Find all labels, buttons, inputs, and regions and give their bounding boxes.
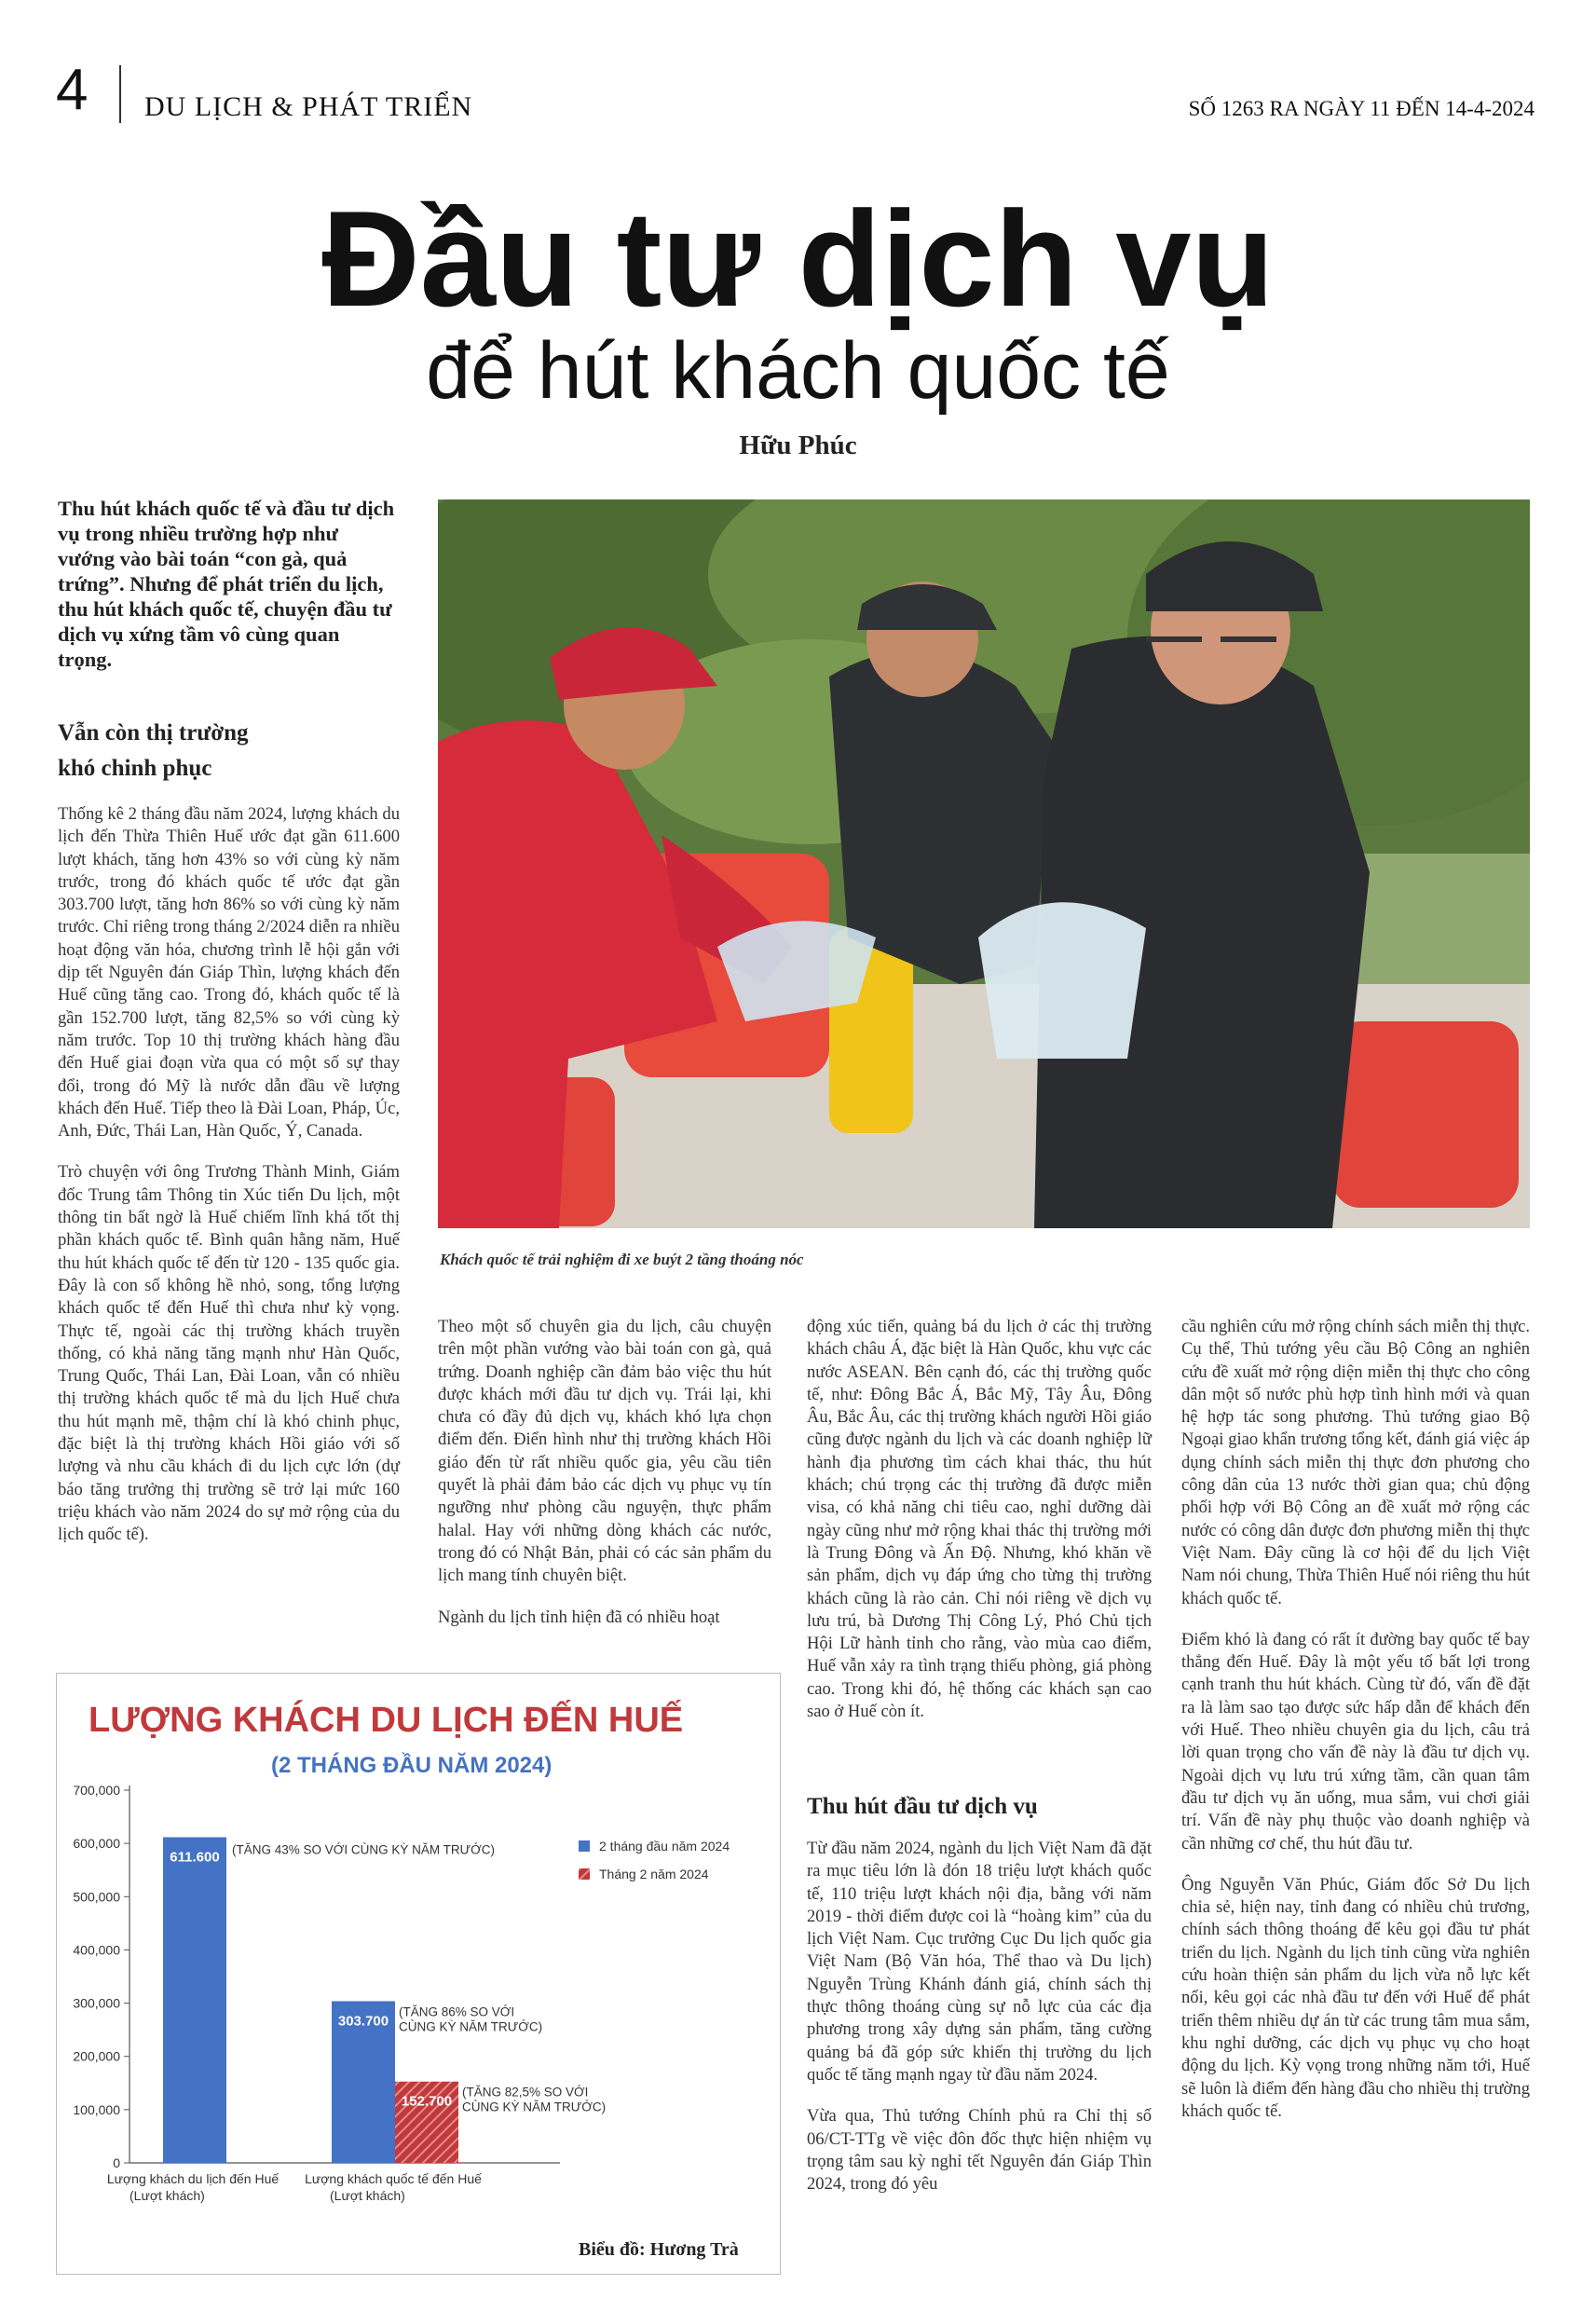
bar-annotation: CÙNG KỲ NĂM TRƯỚC)	[399, 2019, 543, 2034]
chart-source: Biểu đồ: Hương Trà	[579, 2239, 739, 2260]
bar-value-label: 152.700	[401, 2093, 453, 2110]
bar-annotation: CÙNG KỲ NĂM TRƯỚC)	[462, 2100, 607, 2114]
col2-paragraph-1: Theo một số chuyên gia du lịch, câu chuyện trên một phần vướng vào bài toán con gà, quả trứng. Doanh nghiệp cần đảm bảo việc thu hút được khách mới đầu tư dịch vụ. Trái lại, khi chưa có đầy đủ dịch vụ, khách khó lựa chọn điểm đến. Điển hình như thị trường khách Hồi giáo đến từ rất nhiều quốc gia, yêu cầu tiên quyết là phải đảm bảo các dịch vụ phục vụ tín ngưỡng như phòng cầu nguyện, thực phẩm halal. Hay với những dòng khách các nước, trong đó có Nhật Bản, phải có các sản phẩm du lịch mang tính chuyên biệt.	[438, 1317, 771, 1586]
category-label: (Lượt khách)	[130, 2188, 205, 2203]
category-label: (Lượt khách)	[330, 2188, 405, 2203]
col1-paragraph-1: Thống kê 2 tháng đầu năm 2024, lượng khách du lịch đến Thừa Thiên Huế ước đạt gần 611.600 lượt khách, tăng hơn 43% so với cùng kỳ năm trước, trong đó khách quốc tế ước đạt gần 303.700 lượt, tăng hơn 86% so với cùng kỳ năm trước. Chỉ riêng trong tháng 2/2024 diễn ra nhiều hoạt động văn hóa, chương trình lễ hội gắn với dịp tết Nguyên đán Giáp Thìn, lượng khách đến Huế cũng tăng cao. Trong đó, khách quốc tế là gần 152.700 lượt, tăng 82,5% so với cùng kỳ năm trước. Top 10 thị trường khách hàng đầu đến Huế giai đoạn vừa qua có một số sự thay đổi, trong đó Mỹ là nước dẫn đầu về lượng khách đến Huế. Tiếp theo là Đài Loan, Pháp, Úc, Anh, Đức, Thái Lan, Hàn Quốc, Ý, Canada.	[58, 804, 400, 1142]
y-tick-label: 700,000	[73, 1783, 120, 1798]
bar-annotation: (TĂNG 43% SO VỚI CÙNG KỲ NĂM TRƯỚC)	[232, 1842, 495, 1857]
col4-paragraph-2: Điểm khó là đang có rất ít đường bay quốc tế bay thẳng đến Huế. Đây là một yếu tố bất lợi trong cạnh tranh thu hút khách. Cùng từ đó, vấn đề đặt ra là làm sao tạo được sức hấp dẫn để khách đến với Huế. Theo nhiều chuyên gia du lịch, câu trả lời quan trọng cho vấn đề này là đầu tư dịch vụ. Ngoài dịch vụ lưu trú xứng tầm, cần quan tâm đầu tư dịch vụ ăn uống, mua sắm, vui chơi giải trí. Vấn đề này phụ thuộc vào doanh nghiệp và cần những cơ chế, thu hút đầu tư.	[1181, 1629, 1530, 1854]
headline-line-1: Đầu tư dịch vụ	[321, 183, 1275, 335]
col3-paragraph-3: Vừa qua, Thủ tướng Chính phủ ra Chỉ thị số 06/CT-TTg về việc đôn đốc thực hiện nhiệm vụ trọng tâm sau kỳ nghỉ tết Nguyên đán Giáp Thìn 2024, trong đó yêu	[807, 2106, 1152, 2195]
bar-annotation: (TĂNG 82,5% SO VỚI	[462, 2085, 589, 2100]
column-4	[1181, 1316, 1530, 2141]
bar-value-label: 303.700	[337, 2013, 389, 2030]
subhead-markets-line-2: khó chinh phục	[58, 756, 212, 781]
column-3	[807, 1316, 1152, 1742]
issue-info: SỐ 1263 RA NGÀY 11 ĐẾN 14-4-2024	[1188, 97, 1535, 120]
header-divider	[119, 65, 121, 123]
col1-paragraph-2: Trò chuyện với ông Trương Thành Minh, Giám đốc Trung tâm Thông tin Xúc tiến Du lịch, một thông tin bất ngờ là Huế chiếm lĩnh khá tốt thị phần khách quốc tế. Bình quân hằng năm, Huế thu hút khách quốc tế đến từ 120 - 135 quốc gia. Đây là con số không hề nhỏ, song, tổng lượng khách quốc tế đến Huế thì chưa như kỳ vọng. Thực tế, ngoài các thị trường khách truyền thống, có khả năng tăng mạnh như Hàn Quốc, Trung Quốc, Thái Lan, Đài Loan, vẫn có nhiều thị trường khách quốc tế mà du lịch Huế chưa thu hút mạnh mẽ, thậm chí là khó chinh phục, đặc biệt là thị trường khách Hồi giáo với số lượng và nhu cầu khách đi du lịch cực lớn (dự báo tăng trưởng thị trường sẽ trở lại mức 160 triệu khách vào năm 2024 do sự mở rộng của du lịch quốc tế).	[58, 1162, 400, 1545]
col3-paragraph-1: động xúc tiến, quảng bá du lịch ở các thị trường khách châu Á, đặc biệt là Hàn Quốc, khu vực các nước ASEAN. Bên cạnh đó, các thị trường quốc tế, như: Đông Bắc Á, Bắc Mỹ, Tây Âu, Đông Âu, Bắc Âu, các thị trường khách người Hồi giáo cũng được ngành du lịch và các doanh nghiệp lữ hành địa phương tìm cách khai thác, thu hút khách; chú trọng các thị trường đã được miễn visa, có khả năng chi tiêu cao, nghỉ dưỡng dài ngày cũng như mở rộng khai thác thị trường mới là Trung Đông và Ấn Độ. Nhưng, khó khăn về sản phẩm, dịch vụ đáp ứng cho từng thị trường khách cũng là rào cản. Chỉ nói riêng về dịch vụ lưu trú, bà Dương Thị Công Lý, Phó Chủ tịch Hội Lữ hành tỉnh cho rằng, vào mùa cao điểm, Huế vẫn xảy ra tình trạng thiếu phòng, giá phòng cao. Trong khi đó, hệ thống các khách sạn cao sao ở Huế còn ít.	[807, 1317, 1152, 1722]
bar-total-1	[163, 1838, 226, 2163]
subhead-markets	[58, 716, 398, 787]
col2-paragraph-2: Ngành du lịch tỉnh hiện đã có nhiều hoạt	[438, 1607, 720, 1627]
subhead-markets-line-1: Vẫn còn thị trường	[58, 720, 249, 746]
legend-label: 2 tháng đầu năm 2024	[599, 1839, 730, 1854]
photo-caption: Khách quốc tế trải nghiệm đi xe buýt 2 tầng thoáng nóc	[440, 1251, 804, 1268]
chart-subtitle: (2 THÁNG ĐẦU NĂM 2024)	[271, 1753, 552, 1778]
chart-svg	[57, 1674, 782, 2276]
y-tick-label: 200,000	[73, 2048, 120, 2064]
bar-annotation: (TĂNG 86% SO VỚI	[399, 2004, 515, 2019]
article-photo	[438, 499, 1530, 1228]
col4-paragraph-1: cầu nghiên cứu mở rộng chính sách miễn thị thực. Cụ thể, Thủ tướng yêu cầu Bộ Công an nghiên cứu đề xuất mở rộng diện miễn thị thực cho công dân một số nước phù hợp tình hình mới và quan hệ hợp tác song phương. Thủ tướng giao Bộ Ngoại giao khẩn trương tổng kết, đánh giá việc áp dụng chính sách miễn thị thực đơn phương cho công dân của 13 nước thời gian qua; chủ động phối hợp với Bộ Công an đề xuất mở rộng các nước có công dân được đơn phương miễn thị thực Việt Nam. Đây cũng là cơ hội để du lịch Việt Nam nói chung, Thừa Thiên Huế nói riêng thu hút khách quốc tế.	[1181, 1317, 1530, 1608]
y-tick-label: 100,000	[73, 2101, 120, 2117]
category-label: Lượng khách quốc tế đến Huế	[305, 2171, 482, 2186]
y-tick-label: 400,000	[73, 1942, 120, 1958]
legend-swatch	[579, 1868, 590, 1880]
y-tick-label: 0	[113, 2155, 120, 2170]
y-tick-label: 600,000	[73, 1836, 120, 1852]
lede-paragraph: Thu hút khách quốc tế và đầu tư dịch vụ trong nhiều trường hợp như vướng vào bài toán “con gà, quả trứng”. Nhưng để phát triển du lịch, thu hút khách quốc tế, chuyện đầu tư dịch vụ xứng tầm vô cùng quan trọng.	[58, 497, 395, 671]
subhead-investment: Thu hút đầu tư dịch vụ	[807, 1794, 1038, 1819]
bar-value-label: 611.600	[170, 1849, 220, 1866]
photo-illustration	[438, 499, 1530, 1228]
y-tick-label: 500,000	[73, 1889, 120, 1905]
chart-title: LƯỢNG KHÁCH DU LỊCH ĐẾN HUẾ	[89, 1701, 684, 1740]
section-name: DU LỊCH & PHÁT TRIỂN	[144, 91, 473, 122]
page-number: 4	[56, 58, 89, 122]
headline-line-2: để hút khách quốc tế	[426, 326, 1170, 416]
legend-label: Tháng 2 năm 2024	[599, 1867, 709, 1881]
column-1	[58, 803, 400, 1566]
column-2	[438, 1316, 771, 1648]
author-byline: Hữu Phúc	[739, 431, 857, 460]
col4-paragraph-3: Ông Nguyễn Văn Phúc, Giám đốc Sở Du lịch chia sẻ, hiện nay, tỉnh đang có nhiều chủ trương, chính sách thông thoáng để kêu gọi đầu tư phát triển du lịch. Ngành du lịch tỉnh cũng vừa nghiên cứu hoàn thiện sản phẩm du lịch vừa nỗ lực kết nối, kêu gọi các nhà đầu tư đến với Huế để phát triển thêm nhiều dự án từ các trung tâm mua sắm, khu nghỉ dưỡng, các dịch vụ phục vụ cho hoạt động du lịch. Kỳ vọng trong những năm tới, Huế sẽ luôn là điểm đến hàng đầu cho nhiều thị trường khách quốc tế.	[1181, 1874, 1530, 2121]
y-tick-label: 300,000	[73, 1995, 120, 2011]
col3-paragraph-2: Từ đầu năm 2024, ngành du lịch Việt Nam đã đặt ra mục tiêu lớn là đón 18 triệu lượt khách quốc tế, 110 triệu lượt khách nội địa, bằng với năm 2019 - thời điểm được coi là “hoàng kim” của du lịch Việt Nam. Cục trưởng Cục Du lịch quốc gia Việt Nam (Bộ Văn hóa, Thể thao và Du lịch) Nguyễn Trùng Khánh đánh giá, chính sách thị thực thông thoáng cùng sự nỗ lực của các địa phương trong xây dựng sản phẩm, tăng cường quảng bá đã góp sức khiến thị trường du lịch quốc tế tăng mạnh ngay từ đầu năm 2024.	[807, 1839, 1152, 2085]
chart-visitors-hue	[56, 1673, 781, 2275]
legend-swatch	[579, 1840, 590, 1852]
category-label: Lượng khách du lịch đến Huế	[106, 2171, 280, 2186]
column-3-cont	[807, 1838, 1152, 2214]
